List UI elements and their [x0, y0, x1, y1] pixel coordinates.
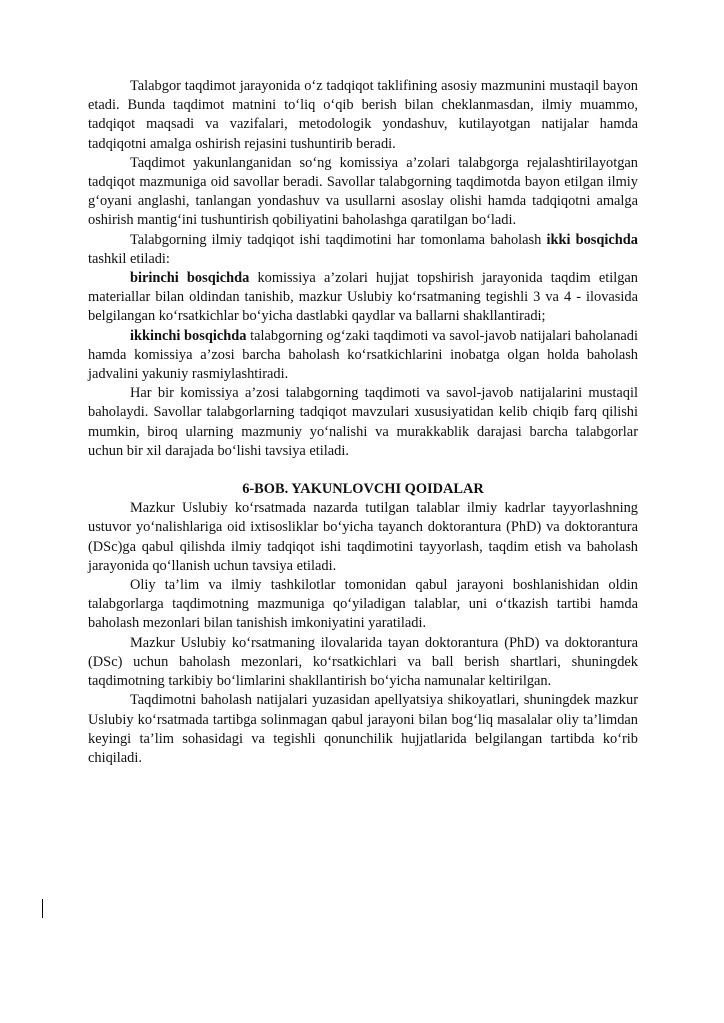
document-page: [88, 77, 638, 768]
paragraph-appeals: Taqdimotni baholash natijalari yuzasidan apellyatsiya shikoyatlari, shuningdek mazkur Uslubiy ko‘rsatmada tartibga solinmagan qabul jarayoni bilan bog‘liq masalalar oliy ta’limdan keyingi ta’lim sohasidagi va tegishli qonunchilik hujjatlarida belgilangan tartibda ko‘rib chiqiladi.: [88, 692, 638, 766]
paragraph-familiarization: Oliy ta’lim va ilmiy tashkilotlar tomonidan qabul jarayoni boshlanishidan oldin talabgorlarga taqdimotning mazmuniga qo‘yiladigan talablar, uni o‘tkazish tartibi hamda baholash mezonlari bilan tanishish imkoniyatini yaratiladi.: [88, 577, 638, 632]
paragraph-independent-evaluation: Har bir komissiya a’zosi talabgorning taqdimoti va savol-javob natijalarini mustaqil baholaydi. Savollar talabgorlarning tadqiqot mavzulari xususiyatidan kelib chiqib farq qilishi mumkin, biroq ularning mazmuniy yo‘nalishi va murakkablik darajasi barcha talabgorlar uchun bir xil darajada bo‘lishi tavsiya etiladi.: [88, 385, 638, 459]
bold-phrase: birinchi bosqichda: [130, 270, 250, 287]
paragraph-scope: Mazkur Uslubiy ko‘rsatmada nazarda tutilgan talablar ilmiy kadrlar tayyorlashning ustuvor yo‘nalishlariga oid ixtisosliklar bo‘yicha tayanch doktorantura (PhD) va doktorantura (DSc)ga qabul qilishda ilmiy tadqiqot ishi taqdimotini tayyorlash, taqdim etish va baholash jarayonida qo‘llanish uchun tavsiya etiladi.: [88, 500, 638, 574]
paragraph-first-stage: [88, 269, 638, 327]
paragraph-commission-questions: Taqdimot yakunlanganidan so‘ng komissiya a’zolari talabgorga rejalashtirilayotgan tadqiqot mazmuniga oid savollar beradi. Savollar talabgorning taqdimotda bayon etilgan ilmiy g‘oyani anglashi, tanlangan yondashuv va usullarni asoslay olishi hamda tadqiqotni amalga oshirish mantig‘ini tushuntirish qobiliyatini baholashga qaratilgan bo‘ladi.: [88, 154, 638, 229]
paragraph-text: tashkil etiladi:: [88, 250, 170, 267]
paragraph-text: komissiya a’zolari hujjat topshirish jarayonida taqdim etilgan materiallar bilan oldindan tanishib, mazkur Uslubiy ko‘rsatmaning tegishli 3 va 4 - ilovasida belgilangan ko‘rsatkichlar bo‘yicha dastlabki qaydlar va ballarni shakllantiradi;: [88, 270, 638, 325]
paragraph-presentation-summary: Talabgor taqdimot jarayonida o‘z tadqiqot taklifining asosiy mazmunini mustaqil bayon etadi. Bunda taqdimot matnini to‘liq o‘qib berish bilan cheklanmasdan, ilmiy muammo, tadqiqot maqsadi va vazifalari, metodologik yondashuv, kutilayotgan natijalar hamda tadqiqotni amalga oshirish rejasini tushuntirib beradi.: [88, 78, 638, 152]
paragraph-second-stage: [88, 327, 638, 385]
paragraph-two-stage-assessment: [88, 231, 638, 269]
paragraph-text: talabgorning og‘zaki taqdimoti va savol-javob natijalari baholanadi hamda komissiya a’zosi barcha baholash ko‘rsatkichlarini inobatga olgan holda baholash jadvalini yakuniy rasmiylashtiradi.: [88, 327, 638, 383]
chapter-heading: 6-BOB. YAKUNLOVCHI QOIDALAR: [242, 481, 484, 498]
paragraph-appendices: Mazkur Uslubiy ko‘rsatmaning ilovalarida tayan doktorantura (PhD) va doktorantura (DSc) uchun baholash mezonlari, ko‘rsatkichlari va ball berish shartlari, shuningdek taqdimotning tarkibiy bo‘limlarini shakllantirish bo‘yicha namunalar keltirilgan.: [88, 634, 638, 690]
paragraph-text: Talabgorning ilmiy tadqiqot ishi taqdimotini har tomonlama baholash: [130, 231, 547, 248]
bold-phrase: ikki bosqichda: [546, 231, 639, 248]
bold-phrase: ikkinchi bosqichda: [130, 327, 247, 344]
text-cursor: [42, 899, 43, 918]
